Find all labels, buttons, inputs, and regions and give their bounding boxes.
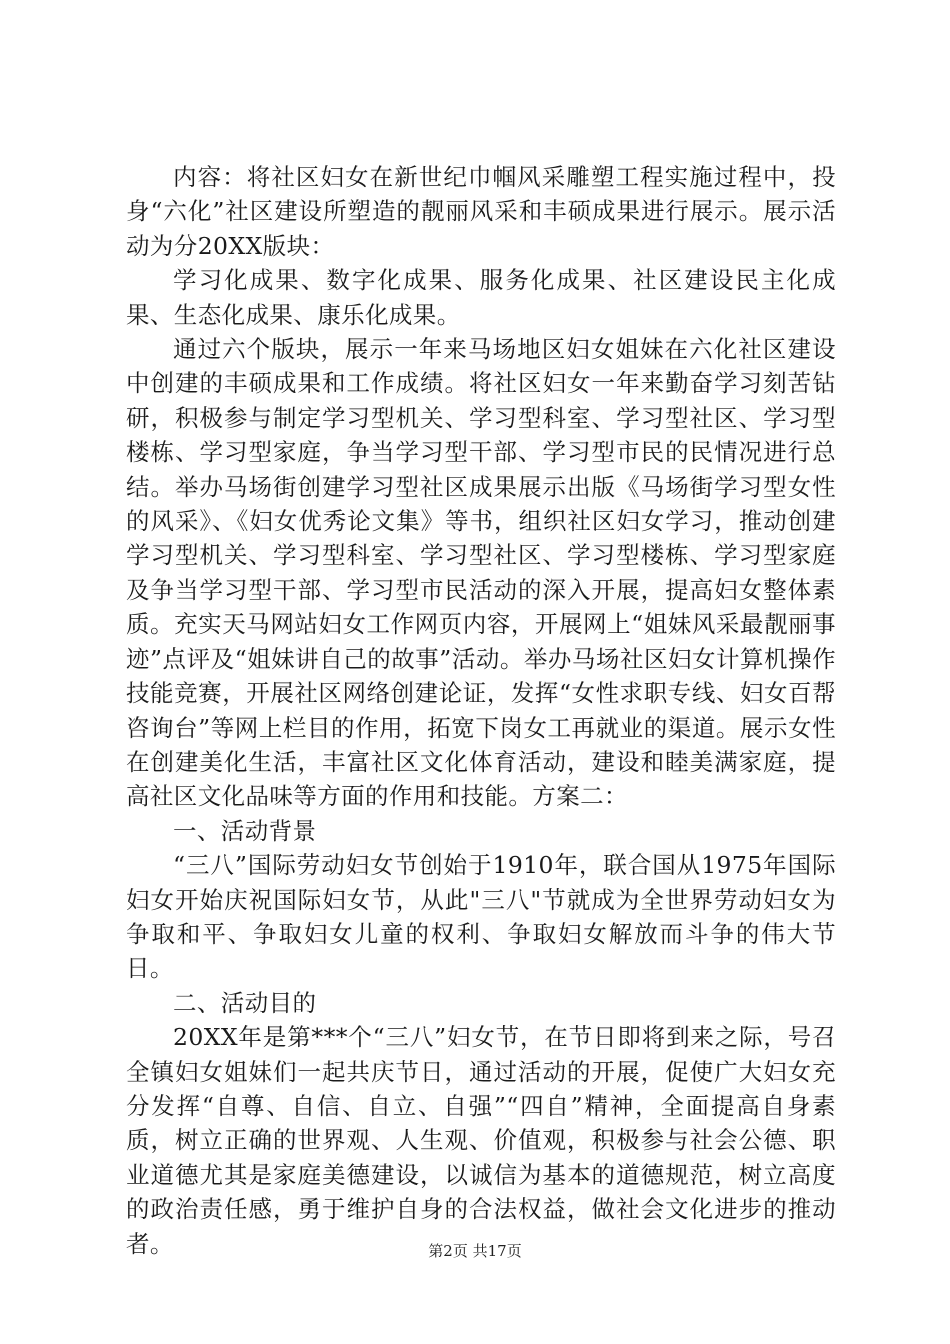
paragraph-background: “三八”国际劳动妇女节创始于1910年，联合国从1975年国际妇女开始庆祝国际妇女节，从此"三八"节就成为全世界劳动妇女为争取和平、争取妇女儿童的权利、争取妇女解放而斗争的伟大节日。 (126, 851, 836, 983)
page-footer: 第2页 共17页 (428, 1242, 522, 1260)
paragraph-content-intro: 内容：将社区妇女在新世纪巾帼风采雕塑工程实施过程中，投身“六化”社区建设所塑造的靓丽风采和丰硕成果进行展示。展示活动为分20XX版块： (126, 163, 836, 260)
heading-activity-background: 一、活动背景 (173, 816, 317, 845)
paragraph-purpose: 20XX年是第***个“三八”妇女节，在节日即将到来之际，号召全镇妇女姐妹们一起共庆节日，通过活动的开展，促使广大妇女充分发挥“自尊、自信、自立、自强”“四自”精神，全面提高自身素质，树立正确的世界观、人生观、价值观，积极参与社会公德、职业道德尤其是家庭美德建设，以诚信为基本的道德规范，树立高度的政治责任感，勇于维护自身的合法权益，做社会文化进步的推动者。 (126, 1023, 836, 1258)
paragraph-six-sections: 通过六个版块，展示一年来马场地区妇女姐妹在六化社区建设中创建的丰硕成果和工作成绩。将社区妇女一年来勤奋学习刻苦钻研，积极参与制定学习型机关、学习型科室、学习型社区、学习型楼栋、学习型家庭，争当学习型干部、学习型市民的民情况进行总结。举办马场街创建学习型社区成果展示出版《马场街学习型女性的风采》、《妇女优秀论文集》等书，组织社区妇女学习，推动创建学习型机关、学习型科室、学习型社区、学习型楼栋、学习型家庭及争当学习型干部、学习型市民活动的深入开展，提高妇女整体素质。充实天马网站妇女工作网页内容，开展网上“姐妹风采最靓丽事迹”点评及“姐妹讲自己的故事”活动。举办马场社区妇女计算机操作技能竞赛，开展社区网络创建论证，发挥“女性求职专线、妇女百帮咨询台”等网上栏目的作用，拓宽下岗女工再就业的渠道。展示女性在创建美化生活，丰富社区文化体育活动，建设和睦美满家庭，提高社区文化品味等方面的作用和技能。方案二： (126, 335, 836, 811)
heading-activity-purpose: 二、活动目的 (173, 988, 317, 1017)
document-body (126, 160, 836, 1261)
paragraph-six-results: 学习化成果、数字化成果、服务化成果、社区建设民主化成果、生态化成果、康乐化成果。 (126, 266, 836, 329)
